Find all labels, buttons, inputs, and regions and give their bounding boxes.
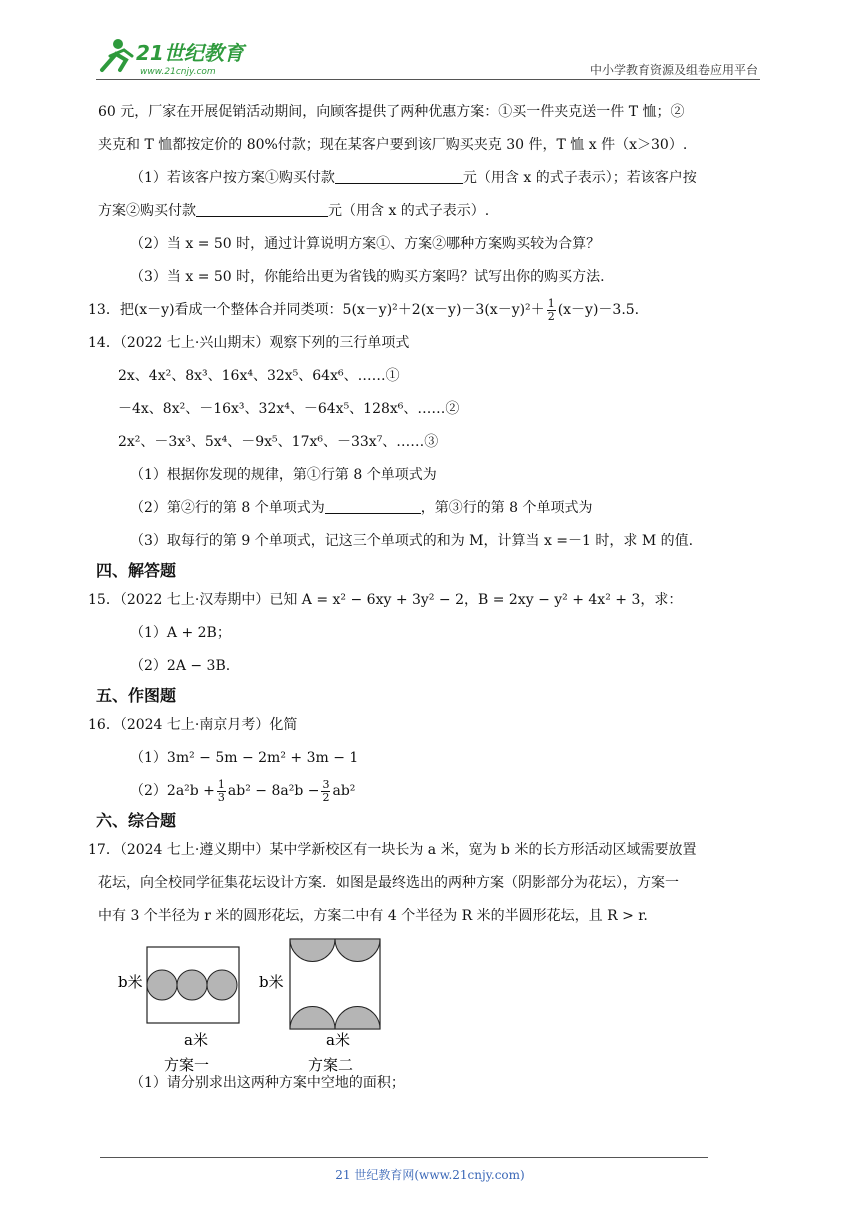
plan1-caption: 方案一 xyxy=(164,1056,210,1074)
q17-line2: 花坛，向全校同学征集花坛设计方案．如图是最终选出的两种方案（阴影部分为花坛），方案一 xyxy=(98,875,679,891)
q12-line2: 夹克和 T 恤都按定价的 80%付款；现在某客户要到该厂购买夹克 30 件，T 恤 x 件（x＞30）. xyxy=(98,137,688,153)
q14-part2: （2）第②行的第 8 个单项式为 ，第③行的第 8 个单项式为 xyxy=(130,500,593,516)
answer-blank[interactable] xyxy=(325,499,421,514)
answer-blank[interactable] xyxy=(335,169,463,184)
answer-blank[interactable] xyxy=(196,202,328,217)
q16-part1: （1）3m² − 5m − 2m² + 3m − 1 xyxy=(130,750,359,766)
q15-part2: （2）2A − 3B. xyxy=(130,658,231,674)
q15-stem: 15．（2022 七上·汉寿期中）已知 A = x² − 6xy + 3y² − 2，B = 2xy − y² + 4x² + 3，求： xyxy=(88,592,683,608)
section-heading-6: 六、综合题 xyxy=(96,811,177,830)
document-body xyxy=(88,96,770,1100)
plan2-caption: 方案二 xyxy=(308,1056,354,1074)
flower-bed-figure xyxy=(100,939,770,1074)
plan2-semicircle-bed xyxy=(290,1007,335,1030)
q14-part3: （3）取每行的第 9 个单项式，记这三个单项式的和为 M，计算当 x =－1 时，求 M 的值. xyxy=(130,533,694,549)
plan2-semicircle-bed xyxy=(335,1007,380,1030)
plan1-circle-bed xyxy=(147,970,177,1000)
logo-text: 21世纪教育 xyxy=(136,41,244,65)
q14-row1: 2x、4x²、8x³、16x⁴、32x⁵、64x⁶、……① xyxy=(118,368,400,384)
plan2-a-label: a米 xyxy=(326,1031,350,1049)
plan2-semicircle-bed xyxy=(290,939,335,962)
q14-part1: （1）根据你发现的规律，第①行第 8 个单项式为 xyxy=(130,467,437,483)
figure-svg xyxy=(100,939,420,1074)
q12-part1a: （1）若该客户按方案①购买付款 元（用含 x 的式子表示）；若该客户按 xyxy=(130,170,697,186)
plan1-circle-bed xyxy=(177,970,207,1000)
plan2-b-label: b米 xyxy=(259,973,284,991)
fraction: $\frac{1}{3}$ xyxy=(217,777,225,804)
q17-line1: 17．（2024 七上·遵义期中）某中学新校区有一块长为 a 米，宽为 b 米的长方形活动区域需要放置 xyxy=(88,842,697,858)
footer-divider xyxy=(100,1157,708,1158)
header-divider xyxy=(96,79,760,80)
site-logo xyxy=(96,34,266,78)
section-heading-5: 五、作图题 xyxy=(96,686,177,705)
site-name: 中小学教育资源及组卷应用平台 xyxy=(589,63,758,77)
fraction: $\frac{1}{2}$ xyxy=(547,296,555,323)
q14-row2: －4x、8x²、－16x³、32x⁴、－64x⁵、128x⁶、……② xyxy=(118,401,460,417)
plan2-semicircle-bed xyxy=(335,939,380,962)
fraction: $\frac{3}{2}$ xyxy=(322,777,330,804)
q12-part1b: 方案②购买付款 元（用含 x 的式子表示）. xyxy=(98,203,490,219)
q17-line3: 中有 3 个半径为 r 米的圆形花坛，方案二中有 4 个半径为 R 米的半圆形花坛，且 R > r. xyxy=(98,908,648,924)
q12-line1: 60 元，厂家在开展促销活动期间，向顾客提供了两种优惠方案：①买一件夹克送一件 T 恤；② xyxy=(98,104,685,120)
plan1-a-label: a米 xyxy=(184,1031,208,1049)
q12-part2: （2）当 x = 50 时，通过计算说明方案①、方案②哪种方案购买较为合算？ xyxy=(130,236,601,252)
q15-part1: （1）A + 2B； xyxy=(130,625,231,641)
plan1-b-label: b米 xyxy=(118,973,143,991)
q14-stem: 14．（2022 七上·兴山期末）观察下列的三行单项式 xyxy=(88,335,410,351)
page-header xyxy=(96,34,760,78)
q14-row3: 2x²、－3x³、5x⁴、－9x⁵、17x⁶、－33x⁷、……③ xyxy=(118,434,439,450)
section-heading-4: 四、解答题 xyxy=(96,561,177,580)
footer-text[interactable]: 21 世纪教育网(www.21cnjy.com) xyxy=(335,1168,525,1182)
q12-part3: （3）当 x = 50 时，你能给出更为省钱的购买方案吗？试写出你的购买方法. xyxy=(130,269,605,285)
q16-part2: （2）2a²b + $\frac{1}{3}$ ab² − 8a²b − $\frac{3}{2}$ ab² xyxy=(130,777,356,804)
q13: 13．把(x－y)看成一个整体合并同类项：5(x－y)²＋2(x－y)－3(x－y)²＋ $\frac{1}{2}$ (x－y)－3.5. xyxy=(88,296,640,323)
q16-stem: 16．（2024 七上·南京月考）化简 xyxy=(88,717,298,733)
logo-url: www.21cnjy.com xyxy=(140,67,216,77)
q17-part1: （1）请分别求出这两种方案中空地的面积； xyxy=(130,1075,405,1091)
plan1-circle-bed xyxy=(207,970,237,1000)
